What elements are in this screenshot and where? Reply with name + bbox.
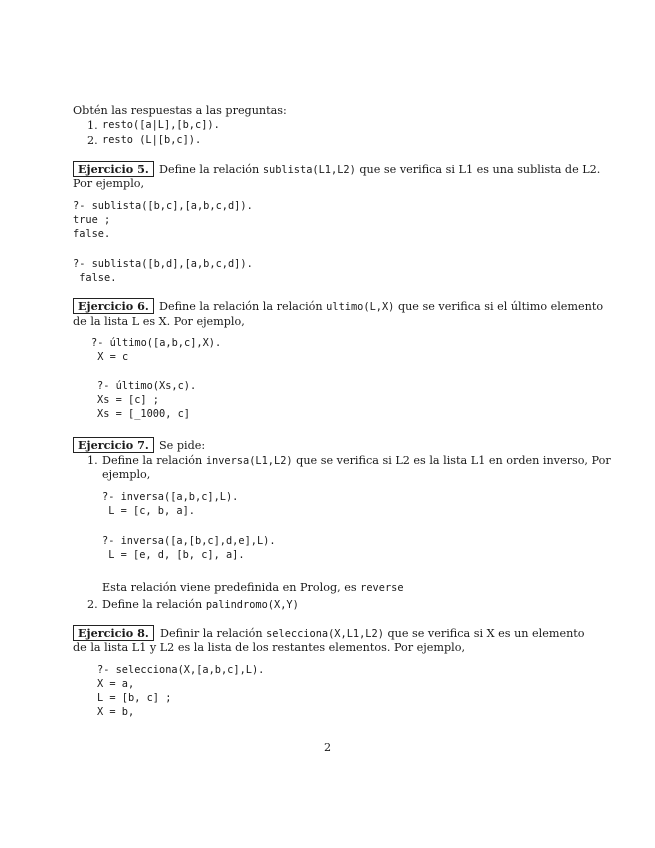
intro-item-1-num: 1.: [87, 119, 98, 132]
ej5-block2-line1: ?- sublista([b,d],[a,b,c,d]).: [73, 258, 253, 270]
ej7-text1: Se pide:: [159, 439, 206, 452]
ej8-line2: de la lista L1 y L2 es la lista de los restantes elementos. Por ejemplo,: [73, 641, 466, 654]
ej8-block1-line2: X = a,: [97, 678, 135, 690]
ej6-block2-line3: Xs = [_1000, c]: [97, 408, 190, 420]
ej6-block2-line1: ?- último(Xs,c).: [97, 380, 197, 392]
ej8-block1-line1: ?- selecciona(X,[a,b,c],L).: [97, 664, 265, 676]
ej6-line1: [159, 300, 603, 314]
ej7-item2-code1: palindromo(X,Y): [205, 599, 299, 611]
ej5-line1: [159, 163, 600, 177]
ej7-block2-line2: L = [e, d, [b, c], a].: [102, 549, 245, 561]
ej7-item2-text1: Define la relación: [102, 598, 203, 611]
ej7-block1-line1: ?- inversa([a,b,c],L).: [102, 491, 239, 503]
ej7-block2-line1: ?- inversa([a,[b,c],d,e],L).: [102, 535, 276, 547]
ej5-block1-line3: false.: [73, 228, 111, 240]
ej5-text1: Define la relación: [159, 163, 260, 176]
ej5-line2: Por ejemplo,: [73, 177, 145, 190]
ej6-text1: Define la relación la relación: [159, 300, 323, 313]
ej8-text2: que se verifica si X es un elemento: [387, 627, 585, 640]
ej7-item1-code1: inversa(L1,L2): [205, 455, 293, 467]
ej6-text2: que se verifica si el último elemento: [397, 300, 604, 313]
intro-item-2-code: resto (L|[b,c]).: [102, 134, 202, 146]
ejercicio-5-label: Ejercicio 5.: [73, 161, 154, 177]
ej6-block1-line1: ?- último([a,b,c],X).: [91, 337, 222, 349]
intro-item-1-code: resto([a|L],[b,c]).: [102, 119, 220, 131]
ej8-line1: [160, 627, 585, 641]
ej5-block1-line1: ?- sublista([b,c],[a,b,c,d]).: [73, 200, 253, 212]
ej7-note-text: Esta relación viene predefinida en Prolog, es: [102, 581, 357, 594]
ej8-code1: selecciona(X,L1,L2): [266, 628, 384, 640]
ejercicio-6-label: Ejercicio 6.: [73, 298, 154, 314]
ej7-item2-line: [102, 598, 299, 612]
ej7-block1-line2: L = [c, b, a].: [102, 505, 195, 517]
ejercicio-8-label: Ejercicio 8.: [73, 625, 154, 641]
ej7-item1-text1: Define la relación: [102, 454, 203, 467]
ej7-note: [102, 581, 404, 595]
ej6-block1-line2: X = c: [91, 351, 129, 363]
ej7-item1-line1: [102, 454, 611, 468]
ej8-block1-line3: L = [b, c] ;: [97, 692, 172, 704]
page-number: 2: [323, 741, 332, 754]
intro-item-2-num: 2.: [87, 134, 98, 147]
ej6-code1: ultimo(L,X): [326, 301, 395, 313]
ej5-code1: sublista(L1,L2): [262, 164, 356, 176]
ej7-item1-text2: que se verifica si L2 es la lista L1 en orden inverso, Por: [296, 454, 611, 467]
ej6-block2-line2: Xs = [c] ;: [97, 394, 159, 406]
ej6-line2: de la lista L es X. Por ejemplo,: [73, 315, 245, 328]
ej7-item1-num: 1.: [87, 454, 98, 467]
ej5-text2: que se verifica si L1 es una sublista de L2.: [359, 163, 601, 176]
ejercicio-7-label: Ejercicio 7.: [73, 437, 154, 453]
ej8-block1-line4: X = b,: [97, 706, 135, 718]
ej7-note-code: reverse: [360, 582, 404, 594]
ej5-block2-line2: false.: [73, 272, 117, 284]
ej8-text1: Definir la relación: [160, 627, 263, 640]
intro-text: Obtén las respuestas a las preguntas:: [73, 104, 287, 117]
ej5-block1-line2: true ;: [73, 214, 111, 226]
ej7-item1-line2: ejemplo,: [102, 468, 151, 481]
ej7-item2-num: 2.: [87, 598, 98, 611]
